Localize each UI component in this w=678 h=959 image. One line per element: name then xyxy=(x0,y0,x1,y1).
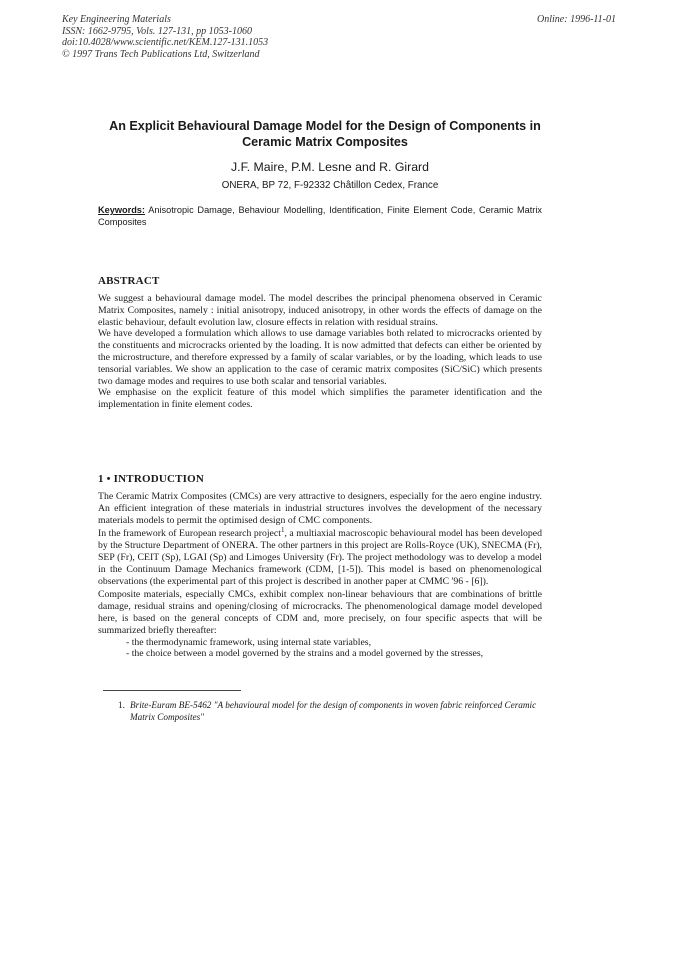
title-line-2: Ceramic Matrix Composites xyxy=(242,135,408,149)
abstract-paragraph-1: We suggest a behavioural damage model. The model describes the principal phenomena observed in Ceramic Matrix Composites, namely : initial anisotropy, induced anisotropy, in other words the effects of damage on the elastic behaviour, default evolution law, closure effects in relation with residual strains. xyxy=(98,293,542,328)
keywords xyxy=(98,204,542,228)
footnote-number: 1. xyxy=(118,700,125,710)
footnote-text: Brite-Euram BE-5462 "A behavioural model for the design of components in woven fabric reinforced Ceramic Matrix Composites" xyxy=(130,700,537,722)
intro-p2-rest: , a multiaxial macroscopic behavioural model has been developed by the Structure Department of ONERA. The other partners in this project are Rolls-Royce (UK), SNECMA (Fr), SEP (Fr), CEIT (Sp), LGAI (Sp) and Limoges University (Fr). The project methodology was to develop a model in the Continuum Damage Mechanics framework (CDM, [1-5]). This model is based on phenomenological observations (the experimental part of this project is described in another paper at CMMC '96 - [6]). xyxy=(98,528,542,587)
intro-paragraph-1: The Ceramic Matrix Composites (CMCs) are very attractive to designers, especially for the aero engine industry. An efficient integration of these materials in industrial structures involves the development of the necessary materials models to permit the optimised design of CMC components. xyxy=(98,491,542,526)
abstract-paragraph-3: We emphasise on the explicit feature of this model which simplifies the parameter identification and the implementation in finite element codes. xyxy=(98,387,542,411)
abstract-heading: ABSTRACT xyxy=(98,275,160,287)
list-item: - the thermodynamic framework, using internal state variables, xyxy=(126,637,542,649)
title-line-1: An Explicit Behavioural Damage Model for the Design of Components in xyxy=(109,119,541,133)
abstract-paragraph-2: We have developed a formulation which allows to use damage variables both related to microcracks oriented by the constituents and microcracks oriented by the loading. It is now admitted that defects can either be oriented by the microstructure, and therefore expressed by a family of scalar variables, or by the loading, which leads to use tensorial variables. We show an application to the case of ceramic matrix composites (SiC/SiC) which presents two damage modes and requires to use both scalar and tensorial variables. xyxy=(98,328,542,387)
introduction-section xyxy=(98,473,542,660)
intro-paragraph-3: Composite materials, especially CMCs, exhibit complex non-linear behaviours that are combinations of brittle damage, residual strains and opening/closing of microcracks. The phenomenological damage model developed here, is based on the general concepts of CDM and, more precisely, on four specific aspects that will be summarized briefly thereafter: xyxy=(98,589,542,636)
affiliation: ONERA, BP 72, F-92332 Châtillon Cedex, France xyxy=(221,180,439,191)
online-date: Online: 1996-11-01 xyxy=(537,14,616,25)
aspects-list xyxy=(98,637,542,661)
footnote-divider xyxy=(103,690,241,691)
paper-title xyxy=(90,118,560,150)
footnote xyxy=(118,699,558,723)
authors: J.F. Maire, P.M. Lesne and R. Girard xyxy=(231,160,429,174)
keywords-list: Anisotropic Damage, Behaviour Modelling, Identification, Finite Element Code, Ceramic Matrix Composites xyxy=(98,205,542,227)
intro-paragraph-2 xyxy=(98,528,542,587)
copyright-line: © 1997 Trans Tech Publications Ltd, Switzerland xyxy=(62,48,260,60)
list-item: - the choice between a model governed by the strains and a model governed by the stresses, xyxy=(126,648,542,660)
keywords-label: Keywords: xyxy=(98,205,145,215)
intro-p2-start: In the framework of European research project xyxy=(98,528,281,540)
introduction-heading: 1 • INTRODUCTION xyxy=(98,473,205,485)
doi-line: doi:10.4028/www.scientific.net/KEM.127-131.1053 xyxy=(62,37,269,48)
footnote-ref: 1 xyxy=(280,526,285,535)
issn-line: ISSN: 1662-9795, Vols. 127-131, pp 1053-1060 xyxy=(62,25,252,37)
journal-header xyxy=(62,14,268,60)
abstract-section xyxy=(98,275,542,411)
journal-name: Key Engineering Materials xyxy=(62,14,171,25)
